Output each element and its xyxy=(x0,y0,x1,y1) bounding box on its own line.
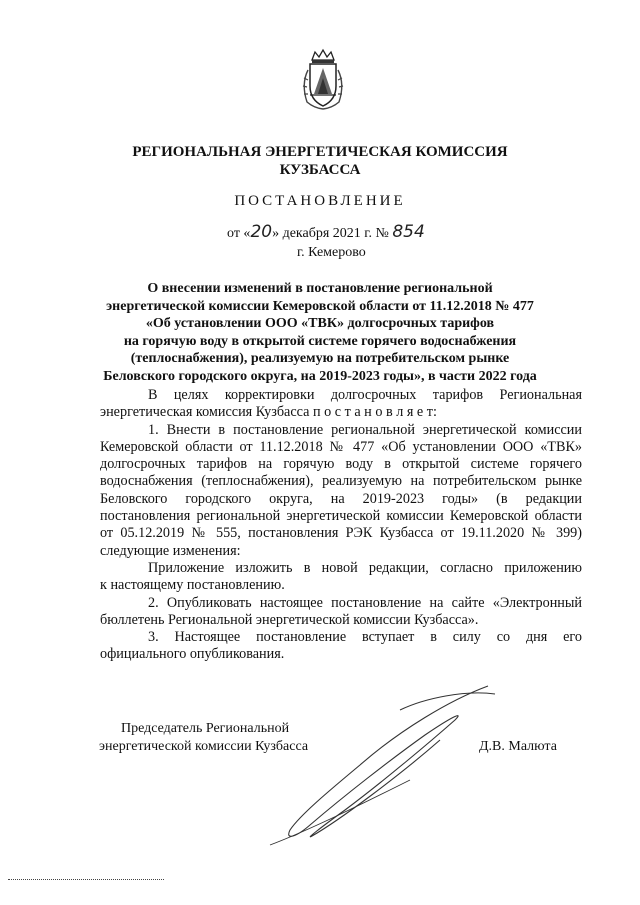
intro-paragraph-line: В целях корректировки долгосрочных тарифов Региональная xyxy=(148,387,582,403)
organization-name-line1: РЕГИОНАЛЬНАЯ ЭНЕРГЕТИЧЕСКАЯ КОМИССИЯ xyxy=(132,144,508,160)
annex-line: к настоящему постановлению. xyxy=(100,577,285,594)
handwritten-signature xyxy=(250,680,510,850)
body-text xyxy=(100,387,582,664)
signer-name: Д.В. Малюта xyxy=(479,739,557,754)
document-title xyxy=(0,280,640,385)
document-date-line xyxy=(227,222,425,242)
item1-line: следующие изменения: xyxy=(100,542,241,559)
organization-name-line2: КУЗБАССА xyxy=(279,162,361,178)
item1-line: от 05.12.2019 № 555, постановления РЭК Кузбасса от 19.11.2020 № 399) xyxy=(100,525,582,542)
annex-line: Приложение изложить в новой редакции, согласно приложению xyxy=(148,559,582,576)
item2-line: бюллетень Региональной энергетической комиссии Кузбасса». xyxy=(100,611,479,628)
item1-line: постановления региональной энергетической комиссии Кемеровской области xyxy=(100,508,582,525)
date-middle: » декабря 2021 г. № xyxy=(272,226,389,241)
coat-of-arms-emblem xyxy=(298,48,348,110)
signer-position-line1: Председатель Региональной xyxy=(121,721,290,736)
signer-position-line2: энергетической комиссии Кузбасса xyxy=(99,739,309,754)
intro-paragraph-line: энергетическая комиссия Кузбасса п о с т а н о в л я е т: xyxy=(100,404,437,421)
date-prefix: от « xyxy=(227,226,251,241)
item2-line: 2. Опубликовать настоящее постановление на сайте «Электронный xyxy=(148,594,582,611)
item3-line: официального опубликования. xyxy=(100,646,285,663)
title-line: «Об установлении ООО «ТВК» долгосрочных тарифов xyxy=(145,316,495,331)
title-line: Беловского городского округа, на 2019-2023 годы», в части 2022 года xyxy=(103,368,537,384)
document-type: ПОСТАНОВЛЕНИЕ xyxy=(234,193,406,209)
title-line: О внесении изменений в постановление региональной xyxy=(147,281,493,296)
item1-line: 1. Внести в постановление региональной энергетической комиссии xyxy=(148,421,582,438)
item1-line: водоснабжения (теплоснабжения), реализуемую на потребительском рынке xyxy=(100,473,582,490)
date-day-handwritten: 20 xyxy=(250,222,273,242)
title-line: энергетической комиссии Кемеровской области от 11.12.2018 № 477 xyxy=(106,298,534,314)
title-line: (теплоснабжения), реализуемую на потребительском рынке xyxy=(130,351,510,366)
footer-dotted-line xyxy=(8,879,164,880)
item1-line: Кемеровской области от 11.12.2018 № 477 «Об установлении ООО «ТВК» xyxy=(100,438,582,455)
item3-line: 3. Настоящее постановление вступает в силу со дня его xyxy=(148,629,582,646)
item1-line: долгосрочных тарифов на горячую воду в открытой системе горячего xyxy=(100,456,582,473)
item1-line: Беловского городского округа, на 2019-2023 годы» (в редакции xyxy=(100,490,582,507)
document-number-handwritten: 854 xyxy=(392,222,425,242)
city: г. Кемерово xyxy=(297,245,366,260)
title-line: на горячую воду в открытой системе горячего водоснабжения xyxy=(123,333,517,349)
